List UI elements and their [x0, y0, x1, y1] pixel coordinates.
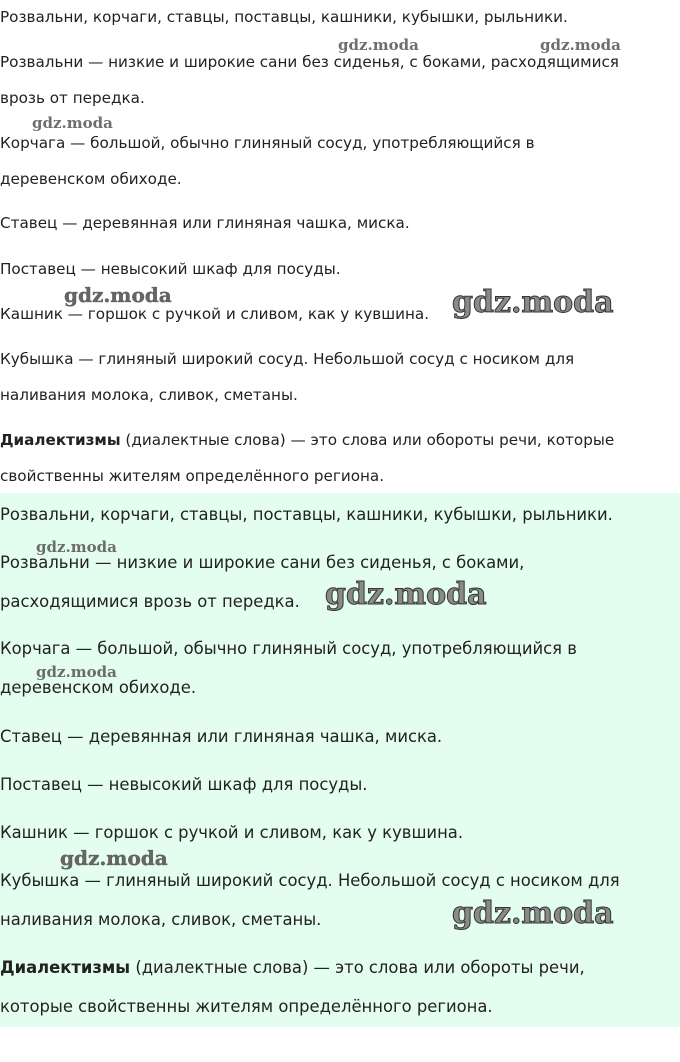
watermark: gdz.moda: [64, 283, 172, 307]
watermark: gdz.moda: [36, 663, 117, 681]
watermark: gdz.moda: [60, 846, 168, 870]
definition-korchaga: Корчага — большой, обычно глиняный сосуд, употребляющийся в: [0, 134, 535, 152]
answer-dialectism-definition: [0, 958, 585, 977]
definition-stavets: Ставец — деревянная или глиняная чашка, миска.: [0, 214, 410, 232]
watermark: gdz.moda: [338, 36, 419, 54]
answer-dialectism-definition-cont: которые свойственны жителям определённого региона.: [0, 997, 493, 1016]
answer-definition-rozvalni: Розвальни — низкие и широкие сани без сиденья, с боками,: [0, 553, 525, 572]
definition-rozvalni-cont: врозь от передка.: [0, 89, 145, 107]
watermark: gdz.moda: [36, 538, 117, 556]
answer-definition-stavets: Ставец — деревянная или глиняная чашка, миска.: [0, 727, 443, 746]
definition-postavets: Поставец — невысокий шкаф для посуды.: [0, 260, 341, 278]
dialectism-definition-text: (диалектные слова) — это слова или обороты речи, которые: [120, 431, 615, 449]
answer-definition-postavets: Поставец — невысокий шкаф для посуды.: [0, 775, 368, 794]
answer-dialectism-definition-text: (диалектные слова) — это слова или обороты речи,: [130, 958, 585, 977]
watermark: gdz.moda: [325, 577, 487, 612]
definition-kubyshka: Кубышка — глиняный широкий сосуд. Небольшой сосуд с носиком для: [0, 350, 575, 368]
source-text-section: [0, 0, 680, 493]
definition-korchaga-cont: деревенском обиходе.: [0, 170, 182, 188]
dialectism-term: Диалектизмы: [0, 431, 121, 449]
watermark: gdz.moda: [452, 896, 614, 931]
answer-word-list: Розвальни, корчаги, ставцы, поставцы, кашники, кубышки, рыльники.: [0, 505, 613, 524]
answer-definition-korchaga: Корчага — большой, обычно глиняный сосуд, употребляющийся в: [0, 639, 577, 658]
watermark: gdz.moda: [32, 114, 113, 132]
answer-definition-korchaga-cont: деревенском обиходе.: [0, 678, 197, 697]
watermark: gdz.moda: [452, 285, 614, 320]
answer-definition-kubyshka-cont: наливания молока, сливок, сметаны.: [0, 910, 322, 929]
answer-dialectism-term: Диалектизмы: [0, 958, 131, 977]
answer-definition-kashnik: Кашник — горшок с ручкой и сливом, как у кувшина.: [0, 823, 464, 842]
definition-kubyshka-cont: наливания молока, сливок, сметаны.: [0, 386, 298, 404]
answer-definition-rozvalni-cont: расходящимися врозь от передка.: [0, 592, 300, 611]
answer-definition-kubyshka: Кубышка — глиняный широкий сосуд. Небольшой сосуд с носиком для: [0, 871, 620, 890]
dialectism-definition-cont: свойственны жителям определённого региона.: [0, 467, 385, 485]
answer-section: [0, 493, 680, 1027]
definition-rozvalni: Розвальни — низкие и широкие сани без сиденья, с боками, расходящимися: [0, 53, 619, 71]
word-list: Розвальни, корчаги, ставцы, поставцы, кашники, кубышки, рыльники.: [0, 8, 568, 26]
definition-kashnik: Кашник — горшок с ручкой и сливом, как у кувшина.: [0, 305, 430, 323]
watermark: gdz.moda: [540, 36, 621, 54]
dialectism-definition: [0, 431, 614, 449]
